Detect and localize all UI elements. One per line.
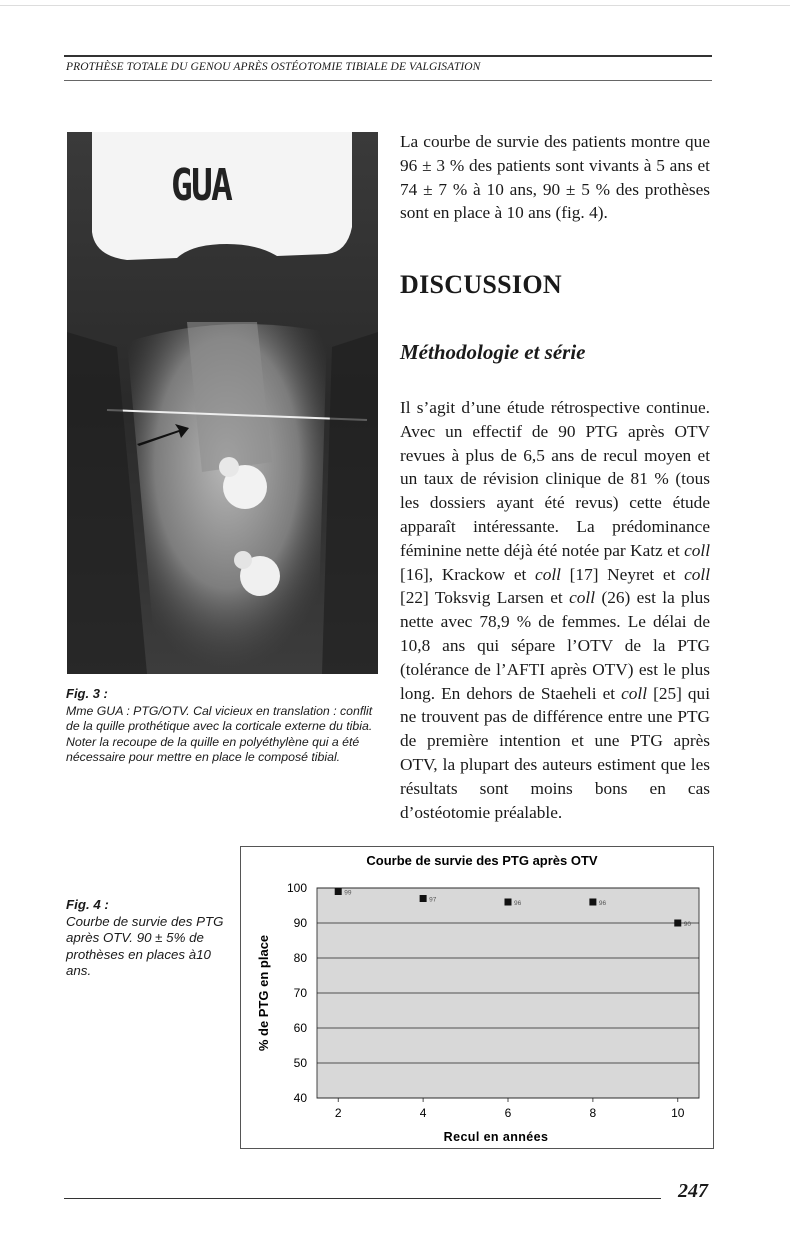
x-tick-label: 10 (671, 1106, 685, 1120)
header-rule-bottom (64, 80, 712, 81)
fig3-text: Mme GUA : PTG/OTV. Cal vicieux en translation : conflit de la quille prothétique avec la corticale externe du tibia. Noter la recoupe de la quille en polyéthylène qui a été nécessaire pour mettre en place le composé tibial. (66, 703, 373, 765)
x-tick-label: 4 (419, 1106, 427, 1120)
chart-svg (241, 847, 713, 1148)
fig4-caption (66, 897, 226, 980)
text-italic: coll (621, 683, 648, 703)
x-tick-label: 6 (504, 1106, 512, 1120)
x-tick-label: 8 (589, 1106, 597, 1120)
data-point (505, 899, 512, 906)
text-run: [25] qui ne trouvent pas de différence entre une PTG de première intention et une PTG après OTV, la plupart des auteurs estiment que les résultats sont moins bons en cas d’ostéotomie préalable. (400, 683, 710, 822)
y-tick-label: 100 (286, 881, 307, 895)
x-axis-label: Recul en années (443, 1130, 549, 1144)
paragraph-methodology (400, 396, 710, 824)
y-tick-label: 40 (293, 1091, 307, 1105)
data-point (589, 899, 596, 906)
data-label: 96 (598, 900, 607, 907)
header-rule (64, 55, 712, 57)
y-tick-label: 80 (293, 951, 307, 965)
top-edge-line (0, 5, 790, 6)
text-run: (26) est la plus nette avec 78,9 % de femmes. Le délai de 10,8 ans qui sépare l’OTV de la PTG (tolérance de l’AFTI après OTV) est le plus long. En dehors de Staeheli et (400, 588, 710, 703)
xray-label: GUA (171, 160, 232, 211)
heading-methodology: Méthodologie et série (400, 340, 586, 364)
text-italic: coll (535, 564, 561, 584)
data-label: 96 (514, 900, 522, 907)
y-axis-label: % de PTG en place (256, 934, 271, 1052)
text-run: [16], Krackow et (400, 564, 536, 584)
fig4-label: Fig. 4 : (66, 897, 109, 912)
survival-chart (240, 846, 714, 1149)
data-point (335, 888, 342, 895)
heading-discussion: DISCUSSION (400, 270, 562, 299)
data-label: 97 (429, 896, 437, 904)
data-label: 99 (344, 889, 352, 897)
footer-rule (64, 1198, 661, 1199)
y-tick-label: 60 (293, 1021, 307, 1035)
fig3-label: Fig. 3 : (66, 686, 108, 701)
text-run: [22] Toksvig Larsen et (400, 588, 570, 608)
text-italic: coll (684, 564, 710, 584)
text-run: Il s’agit d’une étude rétrospective continue. Avec un effectif de 90 PTG après OTV revues à plus de 6,5 ans de recul moyen et un taux de révision clinique de 81 % (tous les dossiers ayant été revus) cette étude apparaît intéressante. La prédominance féminine nette déjà été notée par Katz et (400, 398, 710, 560)
y-tick-label: 90 (293, 916, 307, 930)
text-italic: coll (684, 540, 710, 560)
y-tick-label: 70 (293, 986, 307, 1000)
chart-title: Courbe de survie des PTG après OTV (366, 853, 598, 868)
x-tick-label: 2 (334, 1106, 342, 1120)
data-point (420, 895, 427, 902)
y-tick-label: 50 (293, 1056, 307, 1070)
fig3-caption (66, 686, 380, 766)
fig4-text: Courbe de survie des PTG après OTV. 90 ± 5% de prothèses en places à10 ans. (66, 913, 224, 979)
running-head: PROTHÈSE TOTALE DU GENOU APRÈS OSTÉOTOMIE TIBIALE DE VALGISATION (66, 61, 481, 73)
text-run: [17] Neyret et (560, 564, 685, 584)
text-italic: coll (569, 588, 596, 608)
data-label: 90 (683, 921, 692, 928)
xray-image (67, 132, 378, 674)
paragraph-survival: La courbe de survie des patients montre que 96 ± 3 % des patients sont vivants à 5 ans et 74 ± 7 % à 10 ans, 90 ± 5 % des prothèses sont en place à 10 ans (fig. 4). (400, 132, 710, 223)
page-number: 247 (678, 1180, 708, 1202)
data-point (674, 920, 681, 927)
